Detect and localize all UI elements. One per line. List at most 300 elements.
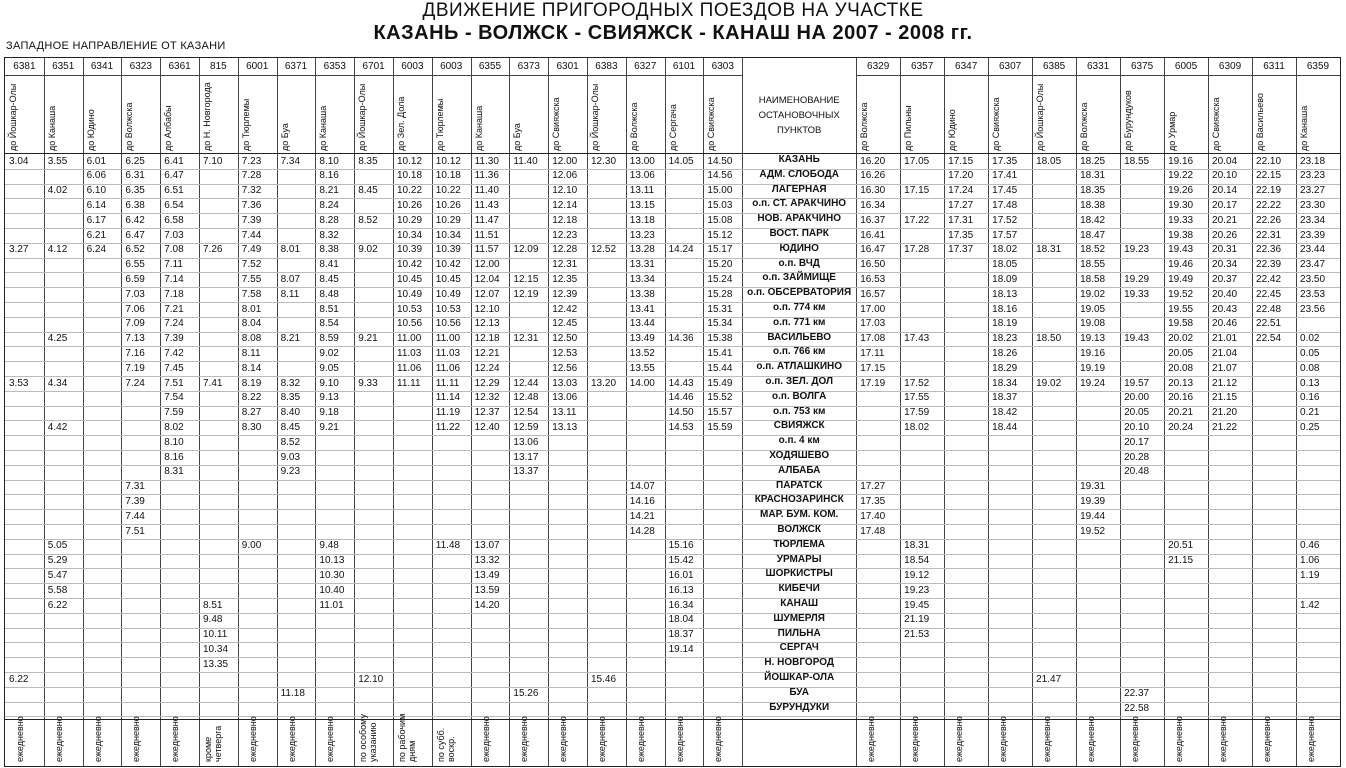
station-name: ВОСТ. ПАРК [769, 228, 829, 239]
station-name: о.п. 766 км [773, 346, 826, 358]
departure-time: 7.51 [164, 377, 184, 389]
train-destination: до Буа [279, 123, 290, 151]
departure-time: 23.47 [1300, 259, 1326, 271]
departure-time: 11.06 [435, 362, 461, 374]
departure-time: 15.20 [707, 259, 733, 271]
train-schedule-note: ежедневно [866, 716, 877, 762]
departure-time: 13.37 [513, 466, 539, 478]
departure-time: 22.36 [1256, 244, 1282, 256]
station-name: ЮДИНО [779, 242, 819, 254]
departure-time: 6.35 [125, 185, 145, 197]
departure-time: 5.47 [47, 569, 68, 581]
station-name: ШОРКИСТРЫ [765, 568, 833, 580]
departure-time: 6.38 [125, 199, 145, 211]
departure-time: 6.42 [125, 214, 145, 226]
departure-time: 7.39 [164, 333, 184, 345]
departure-time: 19.14 [668, 643, 694, 655]
column-divider [900, 58, 901, 766]
train-destination: до Свияжска [1211, 97, 1222, 151]
departure-time: 9.18 [319, 407, 339, 419]
departure-time: 8.45 [319, 273, 339, 285]
departure-time: 17.52 [992, 214, 1018, 226]
departure-time: 15.31 [707, 303, 733, 315]
departure-time: 11.00 [397, 333, 422, 345]
train-destination: до Волжска [1079, 102, 1090, 151]
train-number: 6701 [362, 61, 385, 72]
departure-time: 1.19 [1300, 569, 1320, 581]
column-divider [160, 58, 161, 766]
train-destination: до Буа [512, 123, 523, 151]
departure-time: 19.30 [1168, 199, 1194, 211]
departure-time: 11.30 [474, 155, 499, 167]
departure-time: 18.44 [992, 421, 1018, 433]
departure-time: 4.12 [47, 244, 68, 256]
departure-time: 23.27 [1300, 185, 1326, 197]
departure-time: 11.43 [474, 199, 499, 211]
train-destination: до Йошкар-Олы [8, 83, 18, 151]
departure-time: 3.27 [9, 244, 29, 256]
departure-time: 17.37 [948, 244, 974, 256]
departure-time: 21.04 [1212, 347, 1238, 359]
column-divider [587, 58, 588, 766]
departure-time: 7.34 [280, 155, 301, 167]
station-name: УРМАРЫ [776, 553, 822, 565]
departure-time: 13.15 [629, 199, 655, 211]
departure-time: 14.24 [668, 244, 694, 256]
departure-time: 17.55 [904, 392, 930, 404]
departure-time: 11.11 [397, 377, 421, 389]
departure-time: 16.30 [860, 185, 886, 197]
station-name: о.п. ВОЛГА [772, 390, 827, 402]
departure-time: 6.55 [125, 259, 145, 271]
departure-time: 20.17 [1212, 199, 1238, 211]
departure-time: 10.40 [319, 584, 345, 596]
departure-time: 19.26 [1168, 185, 1194, 197]
departure-time: 16.13 [668, 584, 694, 596]
departure-time: 19.52 [1080, 525, 1106, 537]
departure-time: 15.24 [707, 273, 733, 285]
station-name: КАЗАНЬ [778, 154, 820, 165]
train-number: 6303 [711, 61, 734, 72]
departure-time: 14.07 [629, 481, 655, 493]
departure-time: 17.27 [948, 199, 974, 211]
departure-time: 21.15 [1212, 392, 1238, 404]
departure-time: 7.51 [125, 525, 145, 537]
station-name: СВИЯЖСК [773, 420, 825, 432]
column-divider [432, 58, 433, 766]
row-divider [5, 672, 1340, 673]
departure-time: 17.48 [860, 525, 886, 537]
departure-time: 14.56 [707, 170, 733, 182]
departure-time: 19.33 [1124, 288, 1150, 300]
departure-time: 11.40 [474, 185, 499, 197]
column-divider [354, 58, 355, 766]
departure-time: 7.39 [125, 495, 145, 507]
departure-time: 10.56 [397, 318, 423, 330]
train-schedule-note: ежедневно [519, 716, 530, 762]
departure-time: 19.44 [1080, 510, 1106, 522]
departure-time: 16.26 [860, 170, 886, 182]
departure-time: 8.38 [319, 244, 339, 256]
departure-time: 16.20 [860, 155, 886, 167]
departure-time: 22.51 [1256, 318, 1282, 330]
departure-time: 23.53 [1300, 288, 1326, 300]
train-destination: до Йошкар-Олы [590, 83, 600, 151]
departure-time: 9.48 [203, 614, 223, 626]
departure-time: 20.17 [1124, 436, 1150, 448]
departure-time: 18.31 [1036, 244, 1062, 256]
departure-time: 8.59 [319, 333, 339, 345]
departure-time: 12.24 [474, 362, 500, 374]
departure-time: 20.21 [1168, 407, 1194, 419]
train-destination: до Канаша [46, 105, 57, 151]
departure-time: 12.28 [552, 244, 578, 256]
departure-time: 7.21 [164, 303, 184, 315]
departure-time: 22.48 [1256, 303, 1282, 315]
departure-time: 21.20 [1212, 407, 1238, 419]
departure-time: 8.16 [164, 451, 184, 463]
departure-time: 8.01 [280, 244, 301, 256]
departure-time: 8.11 [280, 288, 300, 300]
departure-time: 18.38 [1080, 199, 1106, 211]
departure-time: 13.07 [474, 540, 500, 552]
departure-time: 15.44 [707, 362, 733, 374]
departure-time: 17.27 [860, 481, 886, 493]
departure-time: 9.23 [280, 466, 301, 478]
train-schedule-note: ежедневно [597, 716, 607, 762]
departure-time: 12.32 [474, 392, 500, 404]
train-number: 6341 [90, 61, 114, 72]
departure-time: 8.35 [358, 155, 378, 167]
departure-time: 19.23 [904, 584, 930, 596]
departure-time: 13.49 [629, 333, 655, 345]
departure-time: 20.31 [1212, 244, 1238, 256]
departure-time: 22.22 [1256, 199, 1282, 211]
departure-time: 6.22 [47, 599, 68, 611]
departure-time: 15.41 [707, 347, 733, 359]
station-name: о.п. 753 км [773, 405, 826, 417]
departure-time: 21.19 [904, 614, 930, 626]
station-name: о.п. 4 км [778, 435, 820, 447]
departure-time: 7.28 [241, 170, 262, 182]
departure-time: 8.32 [280, 377, 301, 389]
departure-time: 10.13 [319, 555, 345, 567]
column-divider [1032, 58, 1033, 766]
departure-time: 10.42 [435, 259, 461, 271]
departure-time: 20.02 [1168, 333, 1194, 345]
departure-time: 13.44 [629, 318, 655, 330]
departure-time: 11.06 [397, 362, 422, 374]
station-name: о.п. 771 км [773, 316, 826, 328]
departure-time: 12.48 [513, 392, 539, 404]
departure-time: 13.11 [629, 185, 655, 197]
train-destination: до Волжска [859, 102, 870, 151]
departure-time: 19.02 [1080, 288, 1106, 300]
departure-time: 8.41 [319, 259, 339, 271]
departure-time: 22.26 [1256, 214, 1282, 226]
departure-time: 23.34 [1300, 214, 1326, 226]
departure-time: 23.50 [1300, 273, 1326, 285]
departure-time: 8.40 [280, 407, 301, 419]
departure-time: 13.11 [552, 407, 577, 419]
departure-time: 6.51 [164, 185, 184, 197]
departure-time: 17.28 [904, 244, 930, 256]
departure-time: 14.53 [668, 421, 694, 433]
departure-time: 8.21 [280, 333, 301, 345]
departure-time: 18.05 [1036, 155, 1062, 167]
departure-time: 12.10 [552, 185, 578, 197]
departure-time: 17.40 [860, 510, 886, 522]
train-schedule-note: ежедневно [635, 716, 646, 762]
departure-time: 9.03 [280, 451, 301, 463]
departure-time: 7.09 [125, 318, 145, 330]
departure-time: 8.22 [241, 392, 262, 404]
departure-time: 8.35 [280, 392, 301, 404]
departure-time: 10.53 [435, 303, 461, 315]
departure-time: 18.35 [1080, 185, 1106, 197]
departure-time: 12.37 [474, 407, 500, 419]
row-divider [5, 169, 1340, 170]
train-schedule-note: ежедневно [998, 716, 1009, 762]
departure-time: 23.56 [1300, 303, 1326, 315]
train-number: 6385 [1042, 61, 1066, 72]
departure-time: 17.24 [948, 185, 974, 197]
departure-time: 11.51 [474, 229, 499, 241]
departure-time: 18.29 [992, 362, 1018, 374]
train-number: 6003 [440, 61, 463, 72]
train-schedule-note: по субб. воскр. [435, 727, 456, 762]
departure-time: 6.21 [86, 229, 107, 241]
departure-time: 22.19 [1256, 185, 1282, 197]
train-destination: до Пильны [903, 105, 914, 151]
departure-time: 23.44 [1300, 244, 1326, 256]
departure-time: 12.35 [552, 273, 578, 285]
departure-time: 15.59 [707, 421, 733, 433]
train-destination: до Йошкар-Олы [1035, 83, 1046, 151]
station-name: о.п. ЗАЙМИЩЕ [762, 272, 836, 284]
departure-time: 1.06 [1300, 555, 1320, 567]
departure-time: 11.47 [474, 214, 499, 226]
departure-time: 17.35 [860, 495, 886, 507]
departure-time: 21.07 [1212, 362, 1238, 374]
train-number: 6309 [1218, 61, 1242, 72]
departure-time: 8.21 [319, 185, 339, 197]
departure-time: 19.29 [1124, 273, 1150, 285]
departure-time: 23.18 [1300, 155, 1326, 167]
departure-time: 19.31 [1080, 481, 1106, 493]
departure-time: 8.45 [280, 421, 301, 433]
train-schedule-note: ежедневно [131, 716, 142, 762]
departure-time: 20.13 [1168, 377, 1194, 389]
departure-time: 7.54 [164, 392, 184, 404]
departure-time: 7.03 [164, 229, 184, 241]
departure-time: 7.19 [125, 362, 145, 374]
column-divider [665, 58, 666, 766]
departure-time: 19.12 [904, 569, 930, 581]
departure-time: 7.58 [241, 288, 262, 300]
row-divider [5, 302, 1340, 303]
departure-time: 19.38 [1168, 229, 1194, 241]
departure-time: 11.22 [435, 421, 461, 433]
train-number: 6375 [1130, 61, 1154, 72]
departure-time: 10.26 [435, 199, 461, 211]
departure-time: 12.06 [552, 170, 578, 182]
timetable [4, 57, 1341, 767]
departure-time: 12.59 [513, 421, 539, 433]
departure-time: 8.30 [241, 421, 262, 433]
departure-time: 0.46 [1300, 540, 1320, 552]
column-divider [315, 58, 316, 766]
departure-time: 5.58 [47, 584, 68, 596]
column-divider [121, 58, 122, 766]
train-destination: до Н. Новгорода [202, 82, 212, 151]
departure-time: 12.44 [513, 377, 539, 389]
departure-time: 10.12 [435, 155, 461, 167]
departure-time: 22.58 [1124, 703, 1150, 715]
departure-time: 14.05 [668, 155, 694, 167]
departure-time: 12.00 [552, 155, 578, 167]
departure-time: 19.16 [1080, 347, 1106, 359]
train-destination: до Тюрлемы [240, 98, 251, 151]
departure-time: 17.57 [992, 229, 1018, 241]
departure-time: 7.59 [164, 407, 184, 419]
train-number: 6371 [284, 61, 308, 72]
train-destination: до Волжска [628, 102, 639, 151]
departure-time: 12.10 [474, 303, 500, 315]
departure-time: 6.47 [125, 229, 145, 241]
station-name: о.п. ЗЕЛ. ДОЛ [765, 376, 834, 387]
departure-time: 18.13 [992, 288, 1018, 300]
departure-time: 17.19 [860, 377, 886, 389]
train-number: 6361 [168, 61, 191, 72]
departure-time: 0.05 [1300, 347, 1320, 359]
departure-time: 20.24 [1168, 421, 1194, 433]
departure-time: 19.43 [1124, 333, 1150, 345]
departure-time: 10.29 [397, 214, 423, 226]
station-name: Н. НОВГОРОД [764, 657, 834, 669]
departure-time: 10.42 [397, 259, 423, 271]
departure-time: 17.35 [948, 229, 974, 241]
train-number: 6381 [13, 61, 36, 72]
train-number: 6357 [911, 61, 934, 72]
departure-time: 17.48 [992, 199, 1018, 211]
departure-time: 22.39 [1256, 259, 1282, 271]
departure-time: 20.46 [1212, 318, 1238, 330]
departure-time: 11.40 [513, 155, 538, 167]
departure-time: 18.42 [992, 407, 1018, 419]
row-divider [5, 494, 1340, 495]
departure-time: 15.03 [707, 199, 733, 211]
departure-time: 23.39 [1300, 229, 1326, 241]
departure-time: 8.45 [358, 185, 378, 197]
departure-time: 20.51 [1168, 540, 1194, 552]
departure-time: 8.51 [319, 303, 339, 315]
train-number: 815 [210, 61, 227, 72]
departure-time: 10.26 [397, 199, 423, 211]
departure-time: 14.36 [668, 333, 694, 345]
station-header-line: ПУНКТОВ [777, 125, 822, 136]
column-divider [626, 58, 627, 766]
train-destination: до Урмар [1167, 111, 1178, 151]
departure-time: 12.15 [513, 273, 539, 285]
departure-time: 13.49 [474, 569, 500, 581]
departure-time: 8.32 [319, 229, 339, 241]
departure-time: 20.04 [1212, 155, 1238, 167]
departure-time: 20.21 [1212, 214, 1238, 226]
train-schedule-note: ежедневно [1262, 716, 1273, 762]
departure-time: 7.26 [203, 244, 223, 256]
departure-time: 6.59 [125, 273, 145, 285]
departure-time: 12.31 [552, 259, 578, 271]
departure-time: 3.53 [9, 377, 29, 389]
departure-time: 7.36 [241, 199, 262, 211]
departure-time: 17.52 [904, 377, 930, 389]
departure-time: 22.54 [1256, 333, 1282, 345]
train-number: 6329 [867, 61, 890, 72]
train-schedule-note: ежедневно [480, 716, 491, 762]
departure-time: 13.31 [629, 259, 655, 271]
departure-time: 12.45 [552, 318, 578, 330]
train-destination: до Свияжска [551, 97, 562, 151]
station-name: о.п. 774 км [773, 302, 826, 313]
departure-time: 20.28 [1124, 451, 1150, 463]
departure-time: 12.42 [552, 303, 578, 315]
departure-time: 0.08 [1300, 362, 1320, 374]
departure-time: 22.37 [1124, 688, 1150, 700]
departure-time: 11.18 [280, 688, 305, 700]
departure-time: 23.30 [1300, 199, 1326, 211]
train-destination: до Юдино [85, 109, 96, 151]
departure-time: 18.25 [1080, 155, 1106, 167]
departure-time: 13.13 [552, 421, 578, 433]
station-name: СЕРГАЧ [779, 642, 819, 654]
departure-time: 9.02 [319, 347, 339, 359]
station-name: ЛАГЕРНАЯ [771, 183, 827, 195]
station-column-header [742, 93, 856, 138]
departure-time: 12.07 [474, 288, 500, 300]
departure-time: 12.14 [552, 199, 578, 211]
train-destination: до Тюрлемы [434, 98, 445, 151]
departure-time: 18.37 [992, 392, 1018, 404]
departure-time: 20.37 [1212, 273, 1238, 285]
departure-time: 15.08 [707, 214, 733, 226]
station-name: КРАСНОЗАРИНСК [754, 494, 844, 506]
departure-time: 12.00 [474, 259, 500, 271]
departure-time: 8.31 [164, 466, 184, 478]
departure-time: 8.08 [241, 333, 262, 345]
departure-time: 7.52 [241, 259, 262, 271]
departure-time: 20.48 [1124, 466, 1150, 478]
station-name: АДМ. СЛОБОДА [759, 168, 839, 180]
departure-time: 1.42 [1300, 599, 1320, 611]
departure-time: 16.34 [860, 199, 886, 211]
station-header-line: НАИМЕНОВАНИЕ [758, 95, 840, 106]
departure-time: 8.16 [319, 170, 339, 182]
train-schedule-note: ежедневно [53, 716, 64, 762]
departure-time: 7.42 [164, 347, 184, 359]
departure-time: 19.33 [1168, 214, 1194, 226]
train-schedule-note: ежедневно [910, 716, 921, 762]
departure-time: 19.22 [1168, 170, 1194, 182]
train-schedule-note: ежедневно [247, 716, 258, 762]
departure-time: 9.02 [358, 244, 378, 256]
departure-time: 8.24 [319, 199, 339, 211]
departure-time: 8.11 [241, 347, 261, 359]
train-destination: до Йошкар-Олы [357, 83, 368, 151]
column-divider [1296, 58, 1297, 766]
departure-time: 17.05 [904, 155, 930, 167]
departure-time: 7.24 [164, 318, 184, 330]
